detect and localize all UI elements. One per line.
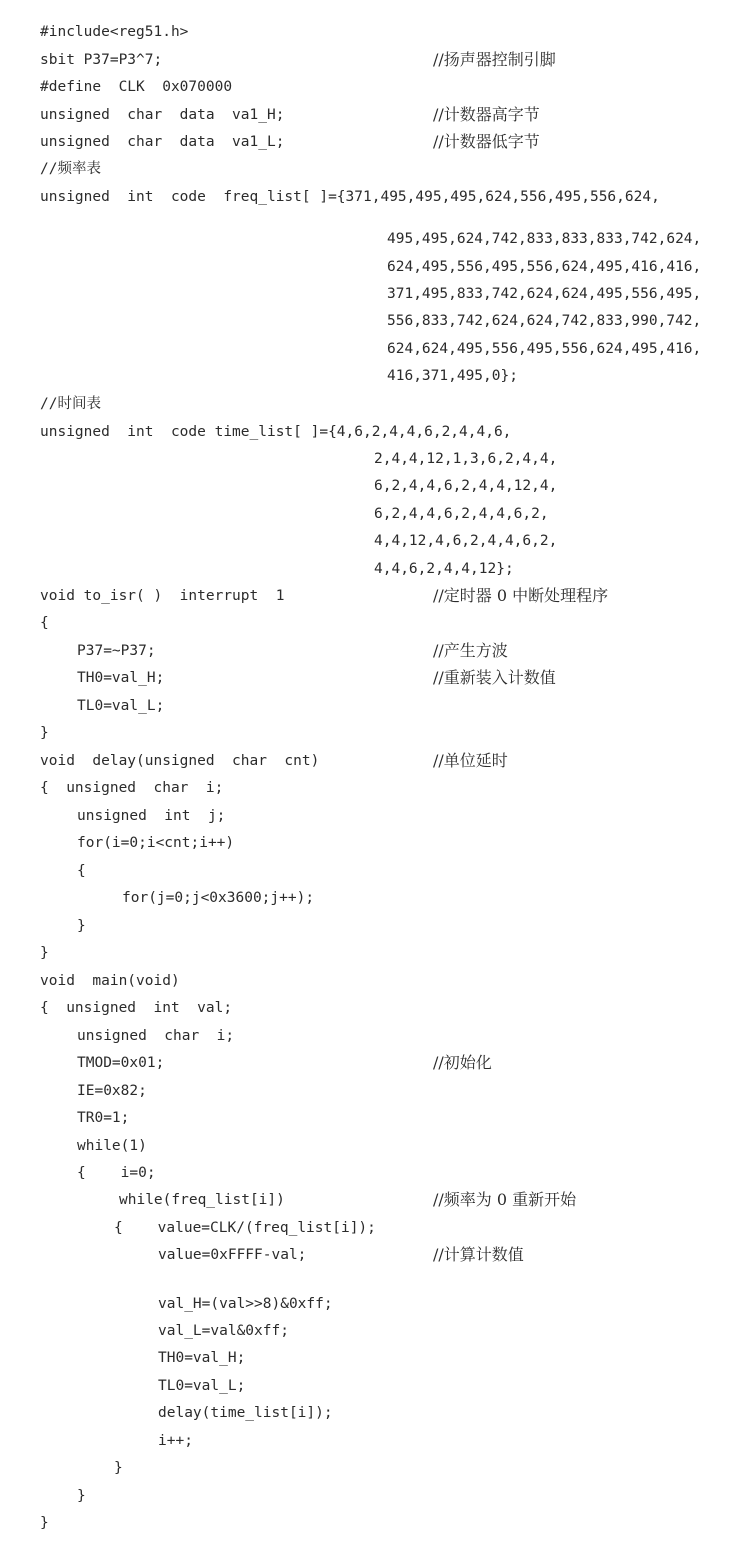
code-comment: //频率为 0 重新开始 (433, 1190, 577, 1209)
code-line: 6,2,4,4,6,2,4,4,6,2, (374, 506, 549, 522)
code-line: 2,4,4,12,1,3,6,2,4,4, (374, 451, 558, 467)
code-line: 495,495,624,742,833,833,833,742,624, (387, 231, 702, 247)
code-line: TH0=val_H; (77, 670, 165, 686)
code-line: 4,4,12,4,6,2,4,4,6,2, (374, 533, 558, 549)
code-line: void delay(unsigned char cnt) (40, 753, 320, 769)
code-line: //频率表 (40, 161, 101, 177)
code-line: { (77, 863, 86, 879)
code-line: TL0=val_L; (158, 1378, 246, 1394)
code-comment: //定时器 0 中断处理程序 (433, 586, 609, 605)
code-line: TH0=val_H; (158, 1350, 246, 1366)
code-line: for(i=0;i<cnt;i++) (77, 835, 235, 851)
code-line: TR0=1; (77, 1110, 130, 1126)
code-comment: //初始化 (433, 1053, 492, 1072)
code-line: 416,371,495,0}; (387, 368, 518, 384)
code-line: 556,833,742,624,624,742,833,990,742, (387, 313, 702, 329)
code-line: TMOD=0x01; (77, 1055, 165, 1071)
code-line: } (114, 1460, 123, 1476)
code-line: } (40, 945, 49, 961)
code-line: { value=CLK/(freq_list[i]); (114, 1220, 376, 1236)
code-line: delay(time_list[i]); (158, 1405, 333, 1421)
code-line: } (77, 1488, 86, 1504)
code-line: i++; (158, 1433, 193, 1449)
code-line: unsigned int j; (77, 808, 226, 824)
code-line: IE=0x82; (77, 1083, 147, 1099)
code-line: unsigned char data va1_H; (40, 107, 285, 123)
code-comment: //计数器高字节 (433, 105, 540, 124)
code-line: 624,624,495,556,495,556,624,495,416, (387, 341, 702, 357)
code-line: value=0xFFFF-val; (158, 1247, 307, 1263)
code-line: sbit P37=P3^7; (40, 52, 163, 68)
code-line: while(1) (77, 1138, 147, 1154)
code-line: //时间表 (40, 396, 101, 412)
code-line: 624,495,556,495,556,624,495,416,416, (387, 259, 702, 275)
code-line: unsigned char data va1_L; (40, 134, 285, 150)
code-comment: //重新装入计数值 (433, 668, 556, 687)
code-line: unsigned int code time_list[ ]={4,6,2,4,4,6,2,4,4,6, (40, 424, 512, 440)
code-comment: //单位延时 (433, 751, 508, 770)
code-line: } (40, 725, 49, 741)
code-line: while(freq_list[i]) (119, 1192, 285, 1208)
code-line: { unsigned int val; (40, 1000, 233, 1016)
code-line: TL0=val_L; (77, 698, 165, 714)
code-line: val_H=(val>>8)&0xff; (158, 1296, 333, 1312)
code-line: unsigned char i; (77, 1028, 235, 1044)
code-comment: //计算计数值 (433, 1245, 524, 1264)
code-comment: //产生方波 (433, 641, 508, 660)
code-line: val_L=val&0xff; (158, 1323, 289, 1339)
code-line: } (40, 1515, 49, 1531)
code-line: void main(void) (40, 973, 180, 989)
code-line: P37=~P37; (77, 643, 156, 659)
code-comment: //计数器低字节 (433, 132, 540, 151)
code-line: { i=0; (77, 1165, 156, 1181)
code-line: for(j=0;j<0x3600;j++); (122, 890, 315, 906)
code-line: 6,2,4,4,6,2,4,4,12,4, (374, 478, 558, 494)
code-line: } (77, 918, 86, 934)
code-line: #define CLK 0x070000 (40, 79, 233, 95)
code-line: 371,495,833,742,624,624,495,556,495, (387, 286, 702, 302)
code-line: 4,4,6,2,4,4,12}; (374, 561, 514, 577)
code-line: #include<reg51.h> (40, 24, 189, 40)
code-line: unsigned int code freq_list[ ]={371,495,495,495,624,556,495,556,624, (40, 189, 660, 205)
code-line: void to_isr( ) interrupt 1 (40, 588, 285, 604)
code-line: { (40, 615, 49, 631)
code-line: { unsigned char i; (40, 780, 224, 796)
code-comment: //扬声器控制引脚 (433, 50, 556, 69)
